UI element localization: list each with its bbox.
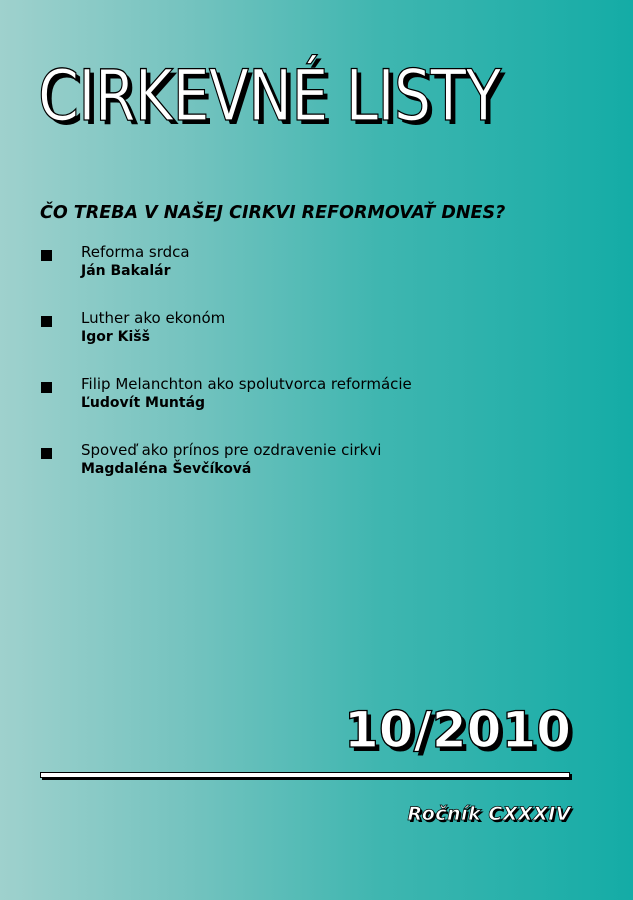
article-item xyxy=(40,441,412,507)
article-item xyxy=(40,309,412,375)
article-title: Reforma srdca xyxy=(81,243,190,261)
article-author: Ján Bakalár xyxy=(81,263,171,279)
issue-number: 10/2010 xyxy=(343,701,571,759)
horizontal-rule xyxy=(40,772,570,778)
square-bullet-icon xyxy=(41,316,52,327)
article-item xyxy=(40,243,412,309)
article-author: Igor Kišš xyxy=(81,329,150,345)
article-title: Filip Melanchton ako spolutvorca reformácie xyxy=(81,375,412,393)
article-title: Spoveď ako prínos pre ozdravenie cirkvi xyxy=(81,441,382,459)
square-bullet-icon xyxy=(41,250,52,261)
square-bullet-icon xyxy=(41,448,52,459)
volume-label: Ročník CXXXIV xyxy=(407,803,571,825)
article-author: Ľudovít Muntág xyxy=(81,395,206,411)
cover-headline: ČO TREBA V NAŠEJ CIRKVI REFORMOVAŤ DNES? xyxy=(40,203,506,223)
square-bullet-icon xyxy=(41,382,52,393)
article-item xyxy=(40,375,412,441)
article-list xyxy=(40,243,412,507)
article-title: Luther ako ekonóm xyxy=(81,309,226,327)
masthead-title: CIRKEVNÉ LISTY xyxy=(38,55,501,137)
article-author: Magdaléna Ševčíková xyxy=(81,461,252,477)
